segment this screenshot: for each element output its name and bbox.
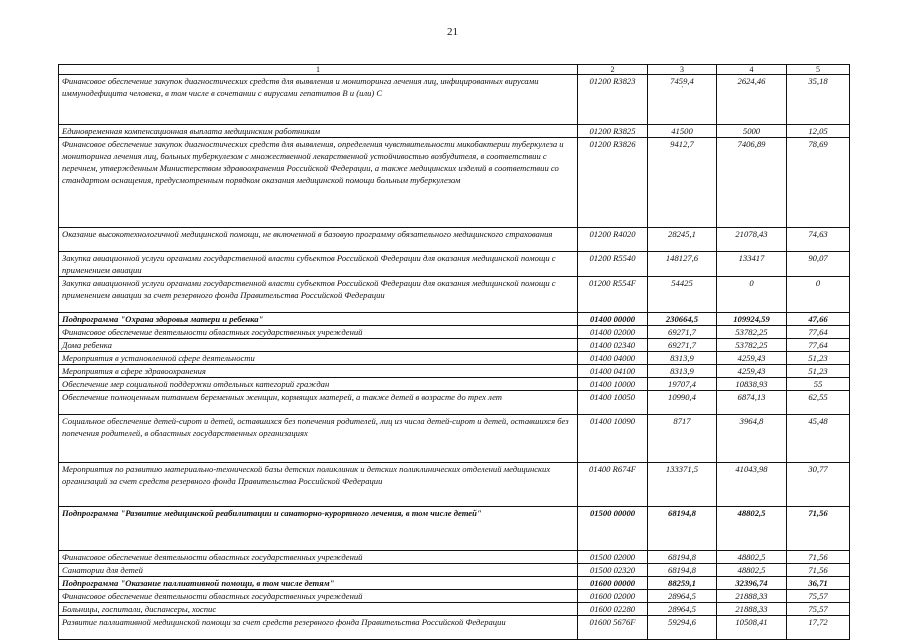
row-name-cell: Подпрограмма "Оказание паллиативной помощи, в том числе детям" [59, 577, 578, 590]
row-plan-cell: 8717 [648, 415, 717, 463]
row-name-cell: Финансовое обеспечение деятельности областных государственных учреждений [59, 326, 578, 339]
table-row [59, 378, 850, 391]
row-actual-cell: 5000 [717, 125, 787, 138]
row-actual-cell: 21888,33 [717, 603, 787, 616]
table-row [59, 339, 850, 352]
row-name-cell: Финансовое обеспечение закупок диагностических средств для выявления и мониторинга лечения лиц, инфицированных вирусами иммунодефицита человека, в том числе в сочетании с вирусами гепатитов В и (или) С [59, 75, 578, 125]
row-percent-cell: 47,66 [787, 313, 850, 326]
row-code-cell: 01600 02280 [578, 603, 648, 616]
row-plan-cell: 9412,7 [648, 138, 717, 228]
column-header-3: 3 [648, 65, 717, 75]
row-actual-cell: 10508,41 [717, 616, 787, 640]
table-row [59, 551, 850, 564]
row-name-cell: Мероприятия в установленной сфере деятельности [59, 352, 578, 365]
table-row [59, 564, 850, 577]
row-percent-cell: 45,48 [787, 415, 850, 463]
row-name-cell: Подпрограмма "Охрана здоровья матери и ребенка" [59, 313, 578, 326]
row-name-cell: Финансовое обеспечение деятельности областных государственных учреждений [59, 551, 578, 564]
row-actual-cell: 109924,59 [717, 313, 787, 326]
row-name-cell: Мероприятия в сфере здравоохранения [59, 365, 578, 378]
row-actual-cell: 2624,46 [717, 75, 787, 125]
row-percent-cell: 75,57 [787, 603, 850, 616]
row-plan-cell: 10990,4 [648, 391, 717, 415]
row-code-cell: 01200 R3823 [578, 75, 648, 125]
row-actual-cell: 48802,5 [717, 551, 787, 564]
table-row [59, 277, 850, 313]
row-name-cell: Больницы, госпитали, диспансеры, хоспис [59, 603, 578, 616]
row-plan-cell: 7459,4 ' [648, 75, 717, 125]
row-percent-cell: 77,64 [787, 326, 850, 339]
row-plan-cell: 54425 [648, 277, 717, 313]
column-header-1: 1 [59, 65, 578, 75]
table-row [59, 252, 850, 277]
table-row [59, 463, 850, 507]
row-percent-cell: 78,69 [787, 138, 850, 228]
row-percent-cell: 77,64 [787, 339, 850, 352]
row-plan-cell: 69271,7 [648, 326, 717, 339]
row-plan-cell: 41500 [648, 125, 717, 138]
row-code-cell: 01400 02340 [578, 339, 648, 352]
row-percent-cell: 71,56 [787, 564, 850, 577]
row-percent-cell: 90,07 [787, 252, 850, 277]
table-row [59, 125, 850, 138]
row-code-cell: 01400 02000 [578, 326, 648, 339]
row-code-cell: 01500 02320 [578, 564, 648, 577]
table-row [59, 138, 850, 228]
column-header-4: 4 [717, 65, 787, 75]
row-code-cell: 01400 10090 [578, 415, 648, 463]
row-plan-cell: 19707,4 [648, 378, 717, 391]
table-row [59, 228, 850, 252]
row-actual-cell: 4259,43 [717, 365, 787, 378]
row-percent-cell: 36,71 [787, 577, 850, 590]
row-percent-cell: 30,77 [787, 463, 850, 507]
row-actual-cell: 32396,74 [717, 577, 787, 590]
row-name-cell: Обеспечение мер социальной поддержки отдельных категорий граждан [59, 378, 578, 391]
table-row [59, 577, 850, 590]
row-name-cell: Оказание высокотехнологичной медицинской помощи, не включенной в базовую программу обязательного медицинского страхования [59, 228, 578, 252]
table-row [59, 616, 850, 640]
column-header-5: 5 [787, 65, 850, 75]
row-plan-cell: 68194,8 [648, 551, 717, 564]
table-row [59, 352, 850, 365]
table-row [59, 590, 850, 603]
row-percent-cell: 12,05 [787, 125, 850, 138]
row-actual-cell: 48802,5 [717, 564, 787, 577]
row-name-cell: Подпрограмма "Развитие медицинской реабилитации и санаторно-курортного лечения, в том числе детей" [59, 507, 578, 551]
row-plan-cell: 28245,1 [648, 228, 717, 252]
row-percent-cell: 0 [787, 277, 850, 313]
row-code-cell: 01400 R674F [578, 463, 648, 507]
row-plan-cell: 59294,6 [648, 616, 717, 640]
table-row [59, 391, 850, 415]
row-percent-cell: 17,72 [787, 616, 850, 640]
row-name-cell: Единовременная компенсационная выплата медицинским работникам [59, 125, 578, 138]
row-actual-cell: 21888,33 [717, 590, 787, 603]
row-actual-cell: 21078,43 [717, 228, 787, 252]
row-name-cell: Дома ребенка [59, 339, 578, 352]
table-row [59, 75, 850, 125]
row-actual-cell: 3964,8 [717, 415, 787, 463]
page-number: 21 [447, 26, 458, 38]
row-actual-cell: 41043,98 [717, 463, 787, 507]
row-code-cell: 01200 R3825 [578, 125, 648, 138]
row-actual-cell: 0 [717, 277, 787, 313]
row-plan-cell: 68194,8 [648, 564, 717, 577]
table-row [59, 603, 850, 616]
row-plan-cell: 230664,5 [648, 313, 717, 326]
row-code-cell: 01400 04100 [578, 365, 648, 378]
row-actual-cell: 53782,25 [717, 326, 787, 339]
row-name-cell: Финансовое обеспечение деятельности областных государственных учреждений [59, 590, 578, 603]
row-plan-cell: 148127,6 [648, 252, 717, 277]
row-code-cell: 01200 R3826 [578, 138, 648, 228]
row-plan-cell: 8313,9 [648, 365, 717, 378]
row-plan-cell: 88259,1 [648, 577, 717, 590]
row-percent-cell: 62,55 [787, 391, 850, 415]
row-percent-cell: 51,23 [787, 352, 850, 365]
row-plan-cell: 28964,5 [648, 590, 717, 603]
row-code-cell: 01400 00000 [578, 313, 648, 326]
column-header-2: 2 [578, 65, 648, 75]
row-plan-cell: 8313,9 [648, 352, 717, 365]
row-code-cell: 01600 02000 [578, 590, 648, 603]
budget-table [58, 64, 850, 640]
table-row [59, 326, 850, 339]
table-row [59, 365, 850, 378]
row-percent-cell: 35,18 [787, 75, 850, 125]
row-plan-cell: 69271,7 [648, 339, 717, 352]
row-name-cell: Финансовое обеспечение закупок диагностических средств для выявления, определения чувствительности микобактерии туберкулеза и мониторинга лечения лиц, больных туберкулезом с множественной лекарственной устойчивостью возбудителя, в соответствии с перечнем, утвержденным Министерством здравоохранения Российской Федерации, а также медицинских изделий в соответствии со стандартом оснащения, предусмотренным порядком оказания медицинской помощи больным туберкулезом [59, 138, 578, 228]
table-header-row [59, 65, 850, 75]
row-code-cell: 01400 04000 [578, 352, 648, 365]
row-code-cell: 01500 02000 [578, 551, 648, 564]
row-name-cell: Закупка авиационной услуги органами государственной власти субъектов Российской Федерации для оказания медицинской помощи с применением авиации [59, 252, 578, 277]
row-name-cell: Обеспечение полноценным питанием беременных женщин, кормящих матерей, а также детей в возрасте до трех лет [59, 391, 578, 415]
row-code-cell: 01200 R5540 [578, 252, 648, 277]
row-actual-cell: 10838,93 [717, 378, 787, 391]
row-actual-cell: 6874,13 [717, 391, 787, 415]
row-code-cell: 01500 00000 [578, 507, 648, 551]
row-plan-cell: 28964,5 [648, 603, 717, 616]
row-percent-cell: 75,57 [787, 590, 850, 603]
table-row [59, 415, 850, 463]
row-code-cell: 01400 10000 [578, 378, 648, 391]
stray-mark: ' [681, 86, 683, 92]
row-actual-cell: 4259,43 [717, 352, 787, 365]
row-actual-cell: 133417 [717, 252, 787, 277]
row-percent-cell: 51,23 [787, 365, 850, 378]
row-percent-cell: 71,56 [787, 507, 850, 551]
row-code-cell: 01600 5676F [578, 616, 648, 640]
row-percent-cell: 55 [787, 378, 850, 391]
table-row [59, 313, 850, 326]
row-plan-cell: 133371,5 [648, 463, 717, 507]
table-row [59, 507, 850, 551]
row-code-cell: 01200 R4020 [578, 228, 648, 252]
row-plan-cell: 68194,8 [648, 507, 717, 551]
row-percent-cell: 71,56 [787, 551, 850, 564]
row-code-cell: 01400 10050 [578, 391, 648, 415]
row-actual-cell: 48802,5 [717, 507, 787, 551]
row-name-cell: Мероприятия по развитию материально-технической базы детских поликлиник и детских поликлинических отделений медицинских организаций за счет средств резервного фонда Правительства Российской Федерации [59, 463, 578, 507]
row-name-cell: Закупка авиационной услуги органами государственной власти субъектов Российской Федерации для оказания медицинской помощи с применением авиации за счет резервного фонда Правительства Российской Федерации [59, 277, 578, 313]
row-actual-cell: 53782,25 [717, 339, 787, 352]
row-name-cell: Развитие паллиативной медицинской помощи за счет средств резервного фонда Правительства Российской Федерации [59, 616, 578, 640]
row-name-cell: Социальное обеспечение детей-сирот и детей, оставшихся без попечения родителей, лиц из числа детей-сирот и детей, оставшихся без попечения родителей, в областных государственных организациях [59, 415, 578, 463]
row-percent-cell: 74,63 [787, 228, 850, 252]
row-code-cell: 01200 R554F [578, 277, 648, 313]
row-code-cell: 01600 00000 [578, 577, 648, 590]
row-name-cell: Санатории для детей [59, 564, 578, 577]
row-actual-cell: 7406,89 [717, 138, 787, 228]
